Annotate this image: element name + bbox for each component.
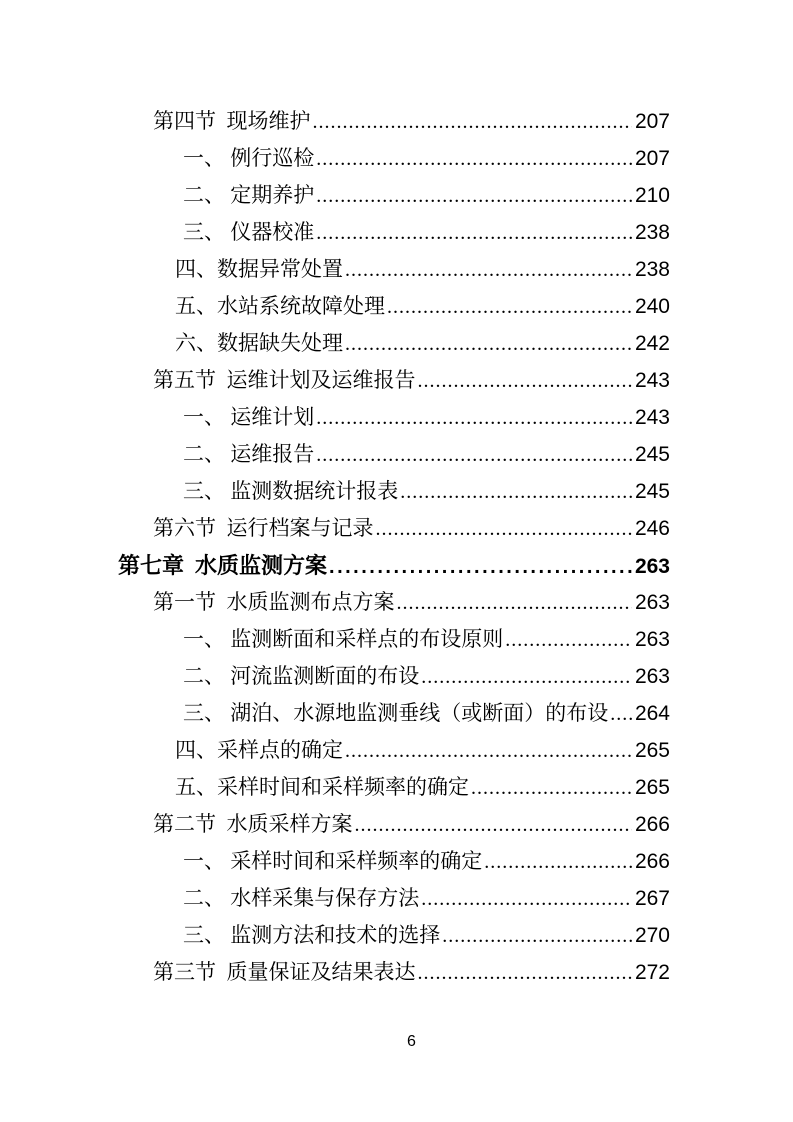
toc-leader-dots [343,251,632,289]
toc-entry-page: 272 [634,961,670,984]
toc-entry-page: 266 [634,813,670,836]
toc-entry-page: 207 [634,110,670,133]
page-number: 6 [407,1033,416,1050]
toc-entry[interactable] [118,917,670,954]
toc-leader-dots [395,584,632,622]
toc-entry[interactable] [118,140,670,177]
toc-entry-label: 三、 仪器校准 [183,220,315,244]
toc-list [118,103,670,991]
toc-leader-dots [419,658,632,696]
toc-leader-dots [343,325,632,363]
toc-entry-page: 240 [634,295,670,318]
toc-entry-page: 210 [634,184,670,207]
toc-entry-label: 一、 监测断面和采样点的布设原则 [183,627,504,651]
toc-entry[interactable] [118,806,670,843]
toc-entry-label: 二、 水样采集与保存方法 [183,886,420,910]
toc-entry-page: 242 [634,332,670,355]
toc-entry-label: 五、采样时间和采样频率的确定 [175,775,469,799]
toc-entry[interactable] [118,843,670,880]
toc-leader-dots [416,954,632,992]
toc-entry[interactable] [118,880,670,917]
toc-leader-dots [482,843,632,881]
toc-leader-dots [385,288,632,326]
toc-leader-dots [353,806,632,844]
toc-leader-dots [314,399,632,437]
toc-entry[interactable] [118,547,670,584]
toc-entry[interactable] [118,436,670,473]
toc-entry[interactable] [118,325,670,362]
toc-entry-page: 238 [634,221,670,244]
toc-leader-dots [343,732,632,770]
toc-leader-dots [314,140,632,178]
toc-entry-page: 263 [634,665,670,688]
toc-entry-label: 一、 采样时间和采样频率的确定 [183,849,483,873]
toc-entry-page: 265 [634,739,670,762]
toc-leader-dots [374,510,632,548]
toc-entry-label: 第六节 运行档案与记录 [153,516,374,540]
toc-entry[interactable] [118,954,670,991]
toc-entry-label: 二、 河流监测断面的布设 [183,664,420,688]
toc-leader-dots [311,103,632,141]
toc-entry-page: 243 [634,369,670,392]
toc-entry[interactable] [118,362,670,399]
toc-leader-dots [314,436,632,474]
toc-entry-page: 264 [634,702,670,725]
toc-entry[interactable] [118,251,670,288]
toc-entry-label: 一、 例行巡检 [183,146,315,170]
toc-entry[interactable] [118,695,670,732]
toc-entry-label: 第二节 水质采样方案 [153,812,353,836]
toc-leader-dots [503,621,632,659]
toc-entry[interactable] [118,399,670,436]
toc-entry-page: 270 [634,924,670,947]
toc-entry[interactable] [118,473,670,510]
toc-entry-label: 三、 湖泊、水源地监测垂线（或断面）的布设 [183,701,609,725]
toc-entry-page: 266 [634,850,670,873]
toc-entry-label: 第四节 现场维护 [153,109,311,133]
toc-entry-page: 267 [634,887,670,910]
toc-entry-page: 263 [634,555,670,578]
toc-entry[interactable] [118,177,670,214]
toc-entry-page: 207 [634,147,670,170]
toc-entry[interactable] [118,510,670,547]
toc-entry[interactable] [118,214,670,251]
toc-entry-label: 三、 监测数据统计报表 [183,479,399,503]
toc-entry-page: 238 [634,258,670,281]
toc-entry-label: 第一节 水质监测布点方案 [153,590,395,614]
toc-entry[interactable] [118,621,670,658]
toc-entry[interactable] [118,732,670,769]
toc-leader-dots [416,362,632,400]
toc-entry-label: 四、数据异常处置 [175,257,343,281]
toc-entry-label: 三、 监测方法和技术的选择 [183,923,441,947]
toc-entry-label: 一、 运维计划 [183,405,315,429]
toc-entry-label: 五、水站系统故障处理 [175,294,385,318]
toc-leader-dots [314,177,632,215]
toc-leader-dots [608,695,632,733]
toc-leader-dots [398,473,632,511]
toc-entry-page: 245 [634,480,670,503]
toc-entry[interactable] [118,584,670,621]
toc-entry[interactable] [118,103,670,140]
toc-entry-label: 第五节 运维计划及运维报告 [153,368,416,392]
toc-leader-dots [469,769,632,807]
toc-entry-page: 246 [634,517,670,540]
toc-entry-label: 第三节 质量保证及结果表达 [153,960,416,984]
toc-entry-page: 265 [634,776,670,799]
toc-entry-page: 245 [634,443,670,466]
toc-entry-label: 二、 定期养护 [183,183,315,207]
toc-leader-dots [327,547,632,586]
toc-entry[interactable] [118,658,670,695]
toc-entry-label: 第七章 水质监测方案 [118,553,328,578]
toc-entry[interactable] [118,288,670,325]
toc-entry-page: 263 [634,628,670,651]
toc-entry-label: 二、 运维报告 [183,442,315,466]
toc-entry[interactable] [118,769,670,806]
toc-leader-dots [314,214,632,252]
toc-entry-page: 243 [634,406,670,429]
toc-leader-dots [440,917,632,955]
toc-leader-dots [419,880,632,918]
toc-entry-page: 263 [634,591,670,614]
toc-entry-label: 六、数据缺失处理 [175,331,343,355]
toc-entry-label: 四、采样点的确定 [175,738,343,762]
